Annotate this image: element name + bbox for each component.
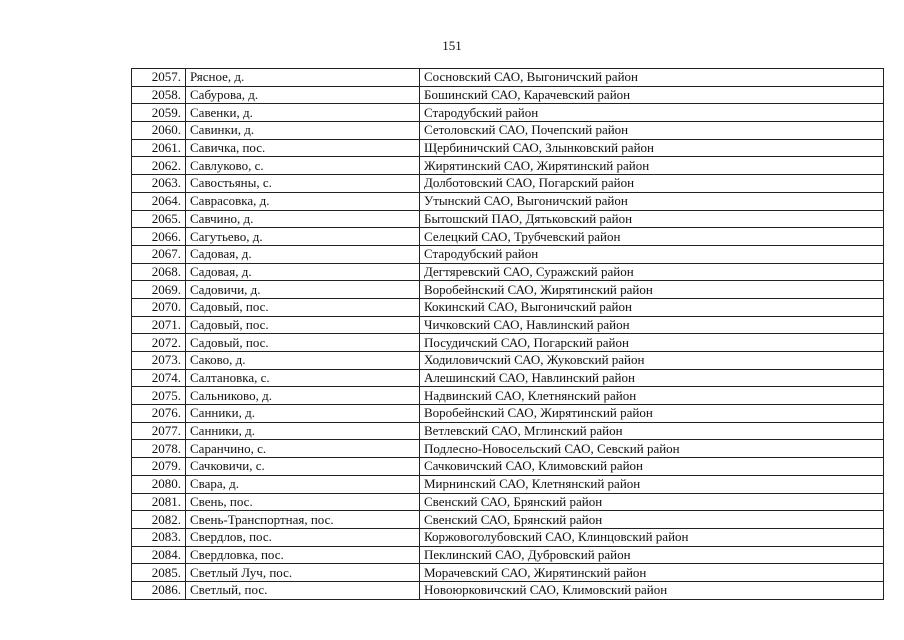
settlement-name: Савинки, д. <box>186 122 420 140</box>
row-number: 2084. <box>132 546 186 564</box>
table-row <box>132 458 884 476</box>
settlement-name: Светлый, пос. <box>186 581 420 599</box>
settlement-name: Саврасовка, д. <box>186 192 420 210</box>
row-number: 2079. <box>132 458 186 476</box>
settlement-name: Сачковичи, с. <box>186 458 420 476</box>
administrative-unit: Стародубский район <box>420 245 884 263</box>
row-number: 2059. <box>132 104 186 122</box>
settlement-name: Свердлов, пос. <box>186 528 420 546</box>
row-number: 2058. <box>132 86 186 104</box>
settlement-name: Сабурова, д. <box>186 86 420 104</box>
table-row <box>132 493 884 511</box>
settlement-name: Садовая, д. <box>186 263 420 281</box>
administrative-unit: Мирнинский САО, Клетнянский район <box>420 475 884 493</box>
settlement-name: Сальниково, д. <box>186 387 420 405</box>
administrative-unit: Морачевский САО, Жирятинский район <box>420 564 884 582</box>
row-number: 2078. <box>132 440 186 458</box>
table-row <box>132 175 884 193</box>
administrative-unit: Ходиловичский САО, Жуковский район <box>420 352 884 370</box>
row-number: 2069. <box>132 281 186 299</box>
table-row <box>132 245 884 263</box>
table-row <box>132 369 884 387</box>
administrative-unit: Долботовский САО, Погарский район <box>420 175 884 193</box>
administrative-unit: Воробейнский САО, Жирятинский район <box>420 281 884 299</box>
table-row <box>132 210 884 228</box>
row-number: 2063. <box>132 175 186 193</box>
row-number: 2070. <box>132 298 186 316</box>
administrative-unit: Сачковичский САО, Климовский район <box>420 458 884 476</box>
administrative-unit: Ветлевский САО, Мглинский район <box>420 422 884 440</box>
administrative-unit: Новоюрковичский САО, Климовский район <box>420 581 884 599</box>
table-row <box>132 298 884 316</box>
table-row <box>132 581 884 599</box>
settlement-name: Савлуково, с. <box>186 157 420 175</box>
administrative-unit: Бытошский ПАО, Дятьковский район <box>420 210 884 228</box>
administrative-unit: Воробейнский САО, Жирятинский район <box>420 405 884 423</box>
table-row <box>132 316 884 334</box>
table-row <box>132 405 884 423</box>
table-row <box>132 228 884 246</box>
table-row <box>132 564 884 582</box>
administrative-unit: Кокинский САО, Выгоничский район <box>420 298 884 316</box>
administrative-unit: Свенский САО, Брянский район <box>420 493 884 511</box>
settlement-name: Савичка, пос. <box>186 139 420 157</box>
administrative-unit: Алешинский САО, Навлинский район <box>420 369 884 387</box>
row-number: 2073. <box>132 352 186 370</box>
administrative-unit: Посудичский САО, Погарский район <box>420 334 884 352</box>
administrative-unit: Дегтяревский САО, Суражский район <box>420 263 884 281</box>
settlement-name: Садовая, д. <box>186 245 420 263</box>
settlement-name: Садовый, пос. <box>186 298 420 316</box>
settlements-table <box>131 68 884 600</box>
row-number: 2064. <box>132 192 186 210</box>
settlement-name: Свердловка, пос. <box>186 546 420 564</box>
administrative-unit: Надвинский САО, Клетнянский район <box>420 387 884 405</box>
table-row <box>132 192 884 210</box>
row-number: 2075. <box>132 387 186 405</box>
page-number: 151 <box>442 38 462 53</box>
row-number: 2085. <box>132 564 186 582</box>
table-body <box>132 69 884 600</box>
table-row <box>132 157 884 175</box>
settlement-name: Санники, д. <box>186 405 420 423</box>
settlement-name: Савчино, д. <box>186 210 420 228</box>
administrative-unit: Подлесно-Новосельский САО, Севский район <box>420 440 884 458</box>
administrative-unit: Коржовоголубовский САО, Клинцовский район <box>420 528 884 546</box>
row-number: 2067. <box>132 245 186 263</box>
table-row <box>132 104 884 122</box>
table-row <box>132 263 884 281</box>
settlement-name: Савенки, д. <box>186 104 420 122</box>
settlement-name: Санники, д. <box>186 422 420 440</box>
settlement-name: Свара, д. <box>186 475 420 493</box>
row-number: 2077. <box>132 422 186 440</box>
settlement-name: Свень-Транспортная, пос. <box>186 511 420 529</box>
row-number: 2057. <box>132 69 186 87</box>
row-number: 2060. <box>132 122 186 140</box>
table-row <box>132 281 884 299</box>
table-row <box>132 387 884 405</box>
administrative-unit: Щербиничский САО, Злынковский район <box>420 139 884 157</box>
administrative-unit: Сосновский САО, Выгоничский район <box>420 69 884 87</box>
row-number: 2072. <box>132 334 186 352</box>
row-number: 2081. <box>132 493 186 511</box>
table-row <box>132 511 884 529</box>
settlement-name: Садовый, пос. <box>186 334 420 352</box>
administrative-unit: Чичковский САО, Навлинский район <box>420 316 884 334</box>
administrative-unit: Сетоловский САО, Почепский район <box>420 122 884 140</box>
row-number: 2071. <box>132 316 186 334</box>
administrative-unit: Стародубский район <box>420 104 884 122</box>
row-number: 2086. <box>132 581 186 599</box>
settlement-name: Сагутьево, д. <box>186 228 420 246</box>
settlement-name: Салтановка, с. <box>186 369 420 387</box>
administrative-unit: Пеклинский САО, Дубровский район <box>420 546 884 564</box>
row-number: 2080. <box>132 475 186 493</box>
row-number: 2082. <box>132 511 186 529</box>
administrative-unit: Селецкий САО, Трубчевский район <box>420 228 884 246</box>
table-row <box>132 422 884 440</box>
table-row <box>132 440 884 458</box>
table-row <box>132 528 884 546</box>
row-number: 2076. <box>132 405 186 423</box>
administrative-unit: Бошинский САО, Карачевский район <box>420 86 884 104</box>
settlement-name: Садовичи, д. <box>186 281 420 299</box>
settlement-name: Рясное, д. <box>186 69 420 87</box>
row-number: 2065. <box>132 210 186 228</box>
table-row <box>132 475 884 493</box>
settlement-name: Садовый, пос. <box>186 316 420 334</box>
table-row <box>132 334 884 352</box>
table-row <box>132 139 884 157</box>
table-row <box>132 352 884 370</box>
settlement-name: Светлый Луч, пос. <box>186 564 420 582</box>
row-number: 2062. <box>132 157 186 175</box>
table-row <box>132 546 884 564</box>
administrative-unit: Свенский САО, Брянский район <box>420 511 884 529</box>
settlement-name: Саранчино, с. <box>186 440 420 458</box>
administrative-unit: Утынский САО, Выгоничский район <box>420 192 884 210</box>
row-number: 2083. <box>132 528 186 546</box>
settlement-name: Свень, пос. <box>186 493 420 511</box>
row-number: 2074. <box>132 369 186 387</box>
administrative-unit: Жирятинский САО, Жирятинский район <box>420 157 884 175</box>
row-number: 2068. <box>132 263 186 281</box>
table-row <box>132 86 884 104</box>
row-number: 2061. <box>132 139 186 157</box>
row-number: 2066. <box>132 228 186 246</box>
table-row <box>132 122 884 140</box>
settlement-name: Савостьяны, с. <box>186 175 420 193</box>
table-row <box>132 69 884 87</box>
settlement-name: Саково, д. <box>186 352 420 370</box>
